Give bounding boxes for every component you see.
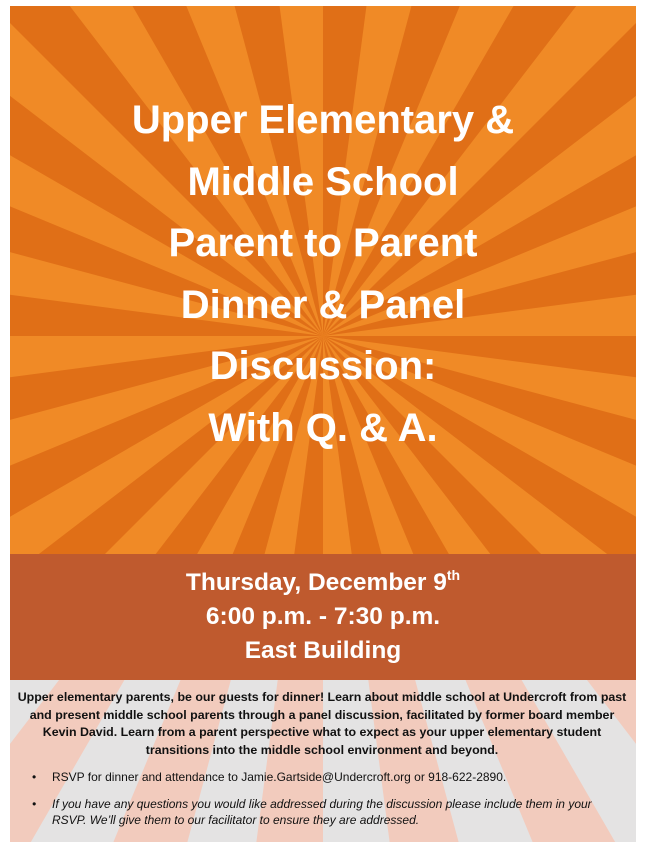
title-line: With Q. & A. xyxy=(208,405,438,450)
bullet-icon: • xyxy=(32,770,37,785)
title-line: Middle School xyxy=(187,159,459,204)
event-date xyxy=(10,566,636,600)
title-line: Dinner & Panel xyxy=(180,282,466,327)
event-title xyxy=(10,90,636,459)
rsvp-text: RSVP for dinner and attendance to Jamie.Gartside@Undercroft.org or 918-622-2890. xyxy=(52,770,507,785)
title-line: Discussion: xyxy=(209,344,437,388)
details-section xyxy=(10,680,636,842)
list-item xyxy=(10,769,636,786)
bullet-icon: • xyxy=(32,796,37,811)
intro-paragraph: Upper elementary parents, be our guests for dinner! Learn about middle school at Undercroft from past and present middle school parents through a panel discussion, facilitated by former board member Kevin David. Learn from a parent perspective what to expect as your upper elementary student transitions into the middle school environment and beyond. xyxy=(17,690,627,757)
list-item xyxy=(10,796,636,829)
event-time: 6:00 p.m. - 7:30 p.m. xyxy=(205,603,441,630)
rsvp-list xyxy=(10,769,636,829)
date-suffix: th xyxy=(446,567,461,583)
title-line: Parent to Parent xyxy=(168,221,478,265)
event-date-text: Thursday, December 9 xyxy=(185,569,447,596)
questions-text: If you have any questions you would like addressed during the discussion please include them in your RSVP. We’ll give them to our facilitator to ensure they are addressed. xyxy=(52,796,592,828)
event-info-band xyxy=(10,554,636,680)
flyer xyxy=(10,6,636,842)
event-location: East Building xyxy=(244,637,402,664)
title-line: Upper Elementary & xyxy=(131,98,515,142)
